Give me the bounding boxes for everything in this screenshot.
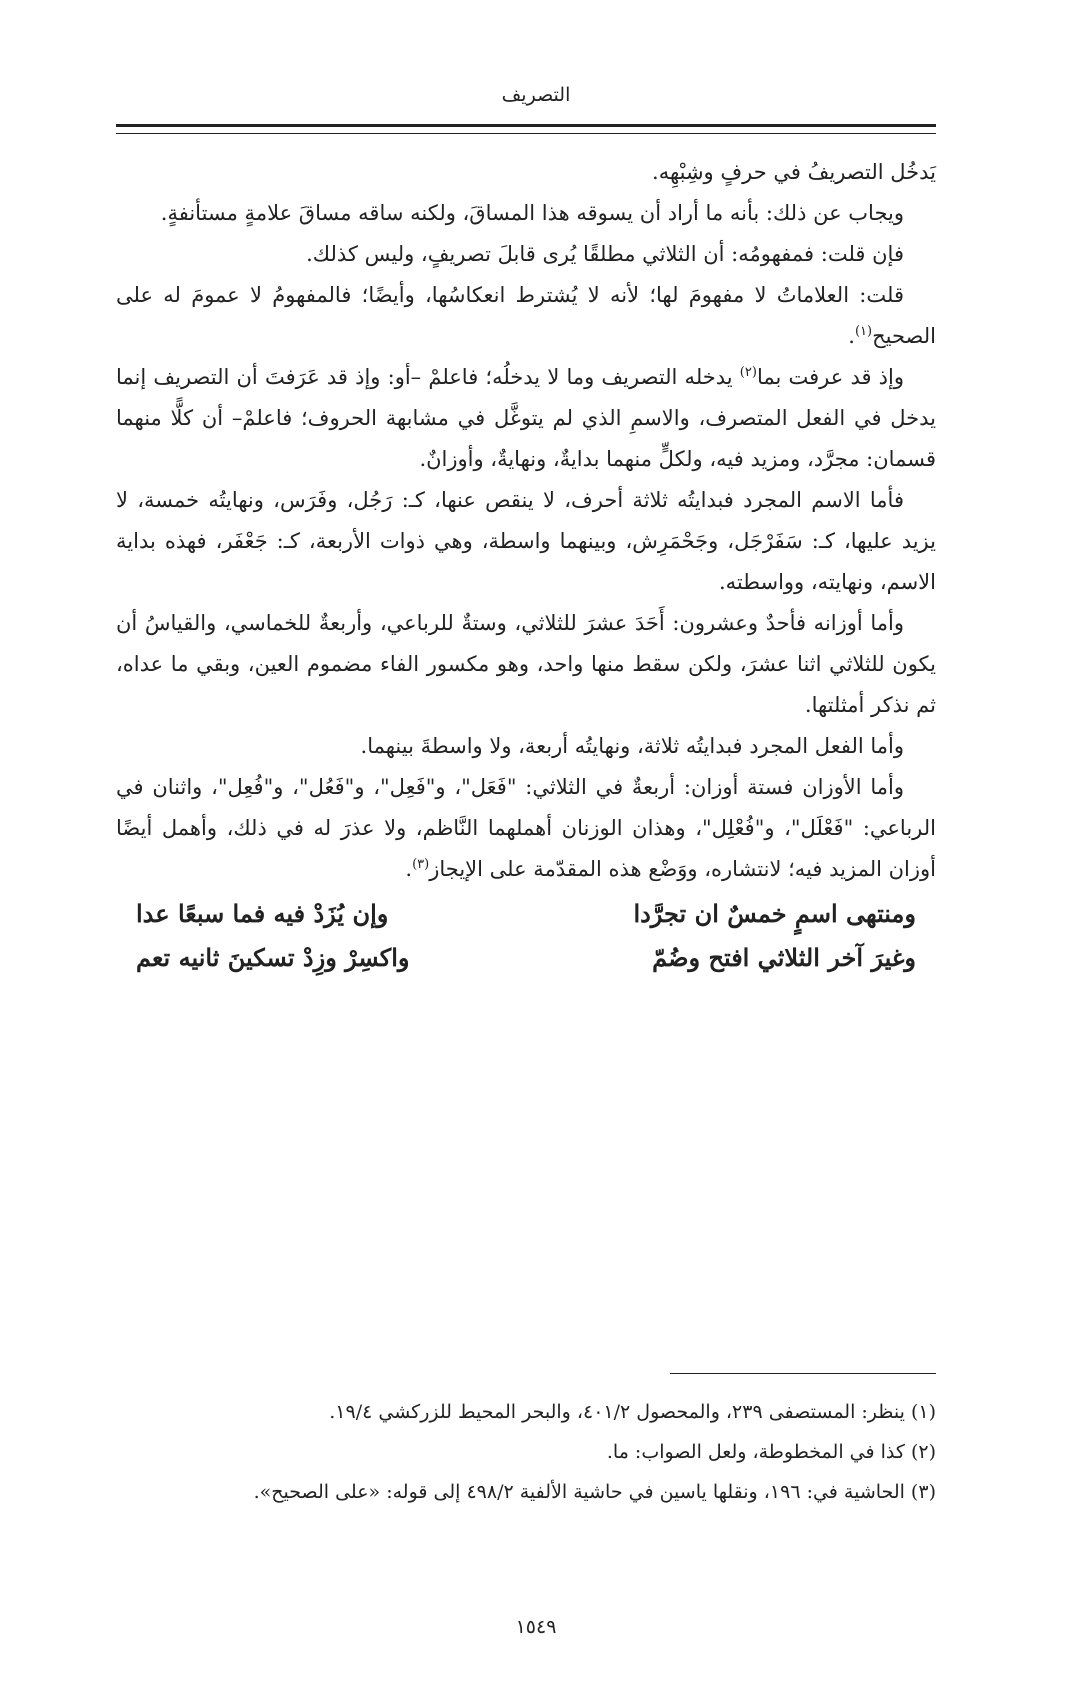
running-header: التصريف bbox=[501, 84, 571, 106]
paragraph: قلت: العلاماتُ لا مفهومَ لها؛ لأنه لا يُشترط انعكاسُها، وأيضًا؛ فالمفهومُ لا عمومَ له على الصحيح$^{(١)}$. bbox=[116, 283, 936, 348]
paragraph: وأما أوزانه فأحدٌ وعشرون: أَحَدَ عشرَ للثلاثي، وستةٌ للرباعي، وأربعةٌ للخماسي، والقياسُ أن يكون للثلاثي اثنا عشرَ، ولكن سقط منها واحد، وهو مكسور الفاء مضموم العين، وبقي ما عداه، ثم نذكر أمثلتها. bbox=[116, 611, 936, 717]
footnote-ref: (١) bbox=[854, 324, 873, 339]
page-number: ١٥٤٩ bbox=[515, 1616, 557, 1638]
verse-line bbox=[116, 892, 936, 936]
footnote: (٢) كذا في المخطوطة، ولعل الصواب: ما. bbox=[606, 1441, 936, 1463]
verse-line bbox=[116, 936, 936, 980]
paragraph: فأما الاسم المجرد فبدايتُه ثلاثة أحرف، لا ينقص عنها، كـ: رَجُل، وفَرَس، ونهايتُه خمسة، لا يزيد عليها، كـ: سَفَرْجَل، وجَحْمَرِش، وبينهما واسطة، وهي ذوات الأربعة، كـ: جَعْفَر، فهذه بداية الاسم، ونهايته، وواسطته. bbox=[116, 488, 936, 594]
footnotes bbox=[116, 1393, 936, 1513]
poem-verses bbox=[116, 892, 936, 980]
body-text bbox=[116, 152, 936, 980]
verse-second-hemistich: وإن يُزَدْ فيه فما سبعًا عدا bbox=[136, 899, 389, 928]
paragraph: وأما الأوزان فستة أوزان: أربعةٌ في الثلاثي: "فَعَل"، و"فَعِل"، و"فَعُل"، و"فُعِل"، واثنان في الرباعي: "فَعْلَل"، و"فُعْلِل"، وهذان الوزنان أهملهما النَّاظم، ولا عذرَ له في ذلك، وأهمل أيضًا أوزان المزيد فيه؛ لانتشاره، ووَضْع هذه المقدّمة على الإيجاز$^{(٣)}$. bbox=[116, 775, 936, 881]
verse-first-hemistich: وغيرَ آخر الثلاثي افتح وضُمّ bbox=[652, 943, 916, 972]
paragraph: وأما الفعل المجرد فبدايتُه ثلاثة، ونهايتُه أربعة، ولا واسطةَ بينهما. bbox=[360, 734, 904, 758]
paragraph: فإن قلت: فمفهومُه: أن الثلاثي مطلقًا يُرى قابلَ تصريفٍ، وليس كذلك. bbox=[306, 242, 904, 266]
footnote: (٣) الحاشية في: ١٩٦، ونقلها ياسين في حاشية الألفية ٤٩٨/٢ إلى قوله: «على الصحيح». bbox=[253, 1481, 936, 1503]
footnote-ref: (٢) bbox=[739, 365, 757, 380]
paragraph: وإذ قد عرفت بما$^{(٢)}$ يدخله التصريف وما لا يدخلُه؛ فاعلمْ –أو: وإذ قد عَرَفتَ أن التصريف إنما يدخل في الفعل المتصرف، والاسمِ الذي لم يتوغَّل في مشابهة الحروف؛ فاعلمْ– أن كلًّا منهما قسمان: مجرَّد، ومزيد فيه، ولكلٍّ منهما بدايةٌ، ونهايةٌ، وأوزانٌ. bbox=[116, 365, 936, 471]
paragraph: ويجاب عن ذلك: بأنه ما أراد أن يسوقه هذا المساقَ، ولكنه ساقه مساقَ علامةٍ مستأنفةٍ. bbox=[160, 201, 904, 225]
header-rule-thin bbox=[116, 133, 936, 134]
paragraph: يَدخُل التصريفُ في حرفٍ وشِبْهِه. bbox=[652, 160, 936, 184]
header-rule-thick bbox=[116, 124, 936, 127]
footnote: (١) ينظر: المستصفى ٢٣٩، والمحصول ٤٠١/٢، والبحر المحيط للزركشي ١٩/٤. bbox=[329, 1401, 936, 1423]
footnote-ref: (٣) bbox=[412, 857, 430, 872]
verse-second-hemistich: واكسِرْ وزِدْ تسكينَ ثانيه تعم bbox=[136, 943, 410, 972]
verse-first-hemistich: ومنتهى اسمٍ خمسٌ ان تجرَّدا bbox=[633, 899, 916, 928]
footnote-separator bbox=[670, 1373, 936, 1374]
